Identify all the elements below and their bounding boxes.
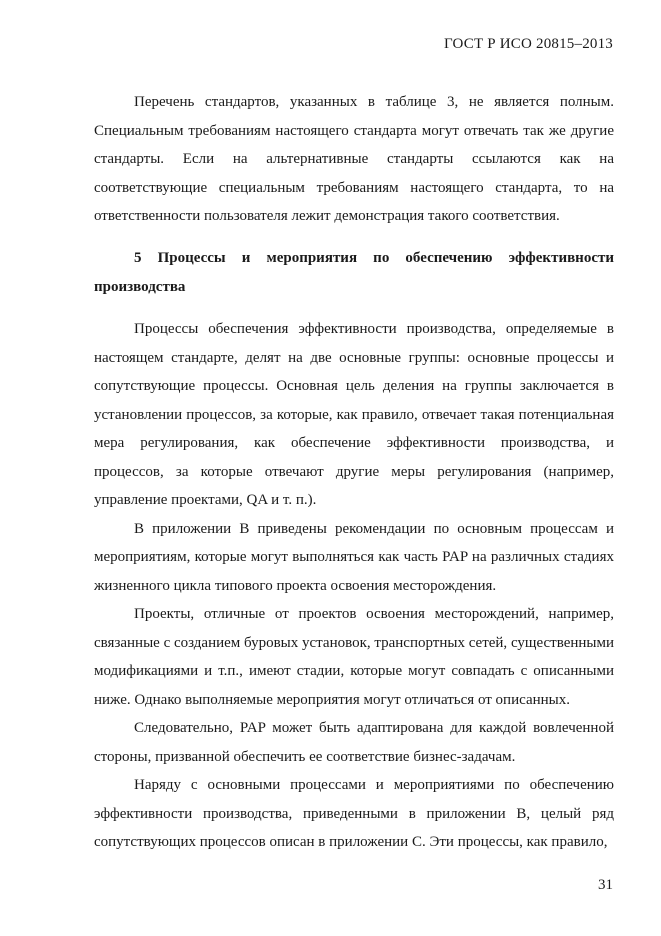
paragraph-4: Следовательно, PAP может быть адаптирована для каждой вовлеченной стороны, призванной обеспечить ее соответствие бизнес-задачам. [94,720,614,765]
section-heading: 5 Процессы и мероприятия по обеспечению эффективности производства [94,250,614,295]
document-code-header: ГОСТ Р ИСО 20815–2013 [444,36,613,52]
paragraph-5: Наряду с основными процессами и мероприятиями по обеспечению эффективности производства, приведенными в приложении В, целый ряд сопутствующих процессов описан в приложении С. Эти процессы, как правило, [94,777,614,850]
paragraph-3: Проекты, отличные от проектов освоения месторождений, например, связанные с созданием буровых установок, транспортных сетей, существенными модификациями и т.п., имеют стадии, которые могут совпадать с описанными ниже. Однако выполняемые мероприятия могут отличаться от описанных. [94,606,614,708]
paragraph-1: Процессы обеспечения эффективности производства, определяемые в настоящем стандарте, делят на две основные группы: основные процессы и сопутствующие процессы. Основная цель деления на группы заключается в установлении процессов, за которые, как правило, отвечает такая потенциальная мера регулирования, как обеспечение эффективности производства, и процессов, за которые отвечают другие меры регулирования (например, управление проектами, QA и т. п.). [94,321,614,508]
intro-paragraph: Перечень стандартов, указанных в таблице 3, не является полным. Специальным требованиям настоящего стандарта могут отвечать так же другие стандарты. Если на альтернативные стандарты ссылаются как на соответствующие специальным требованиям настоящего стандарта, то на ответственности пользователя лежит демонстрация такого соответствия. [94,94,614,224]
section-body [94,315,614,857]
page-number: 31 [598,877,613,893]
intro-text-block [94,88,614,231]
paragraph-2: В приложении В приведены рекомендации по основным процессам и мероприятиям, которые могут выполняться как часть PAP на различных стадиях жизненного цикла типового проекта освоения месторождения. [94,520,614,594]
